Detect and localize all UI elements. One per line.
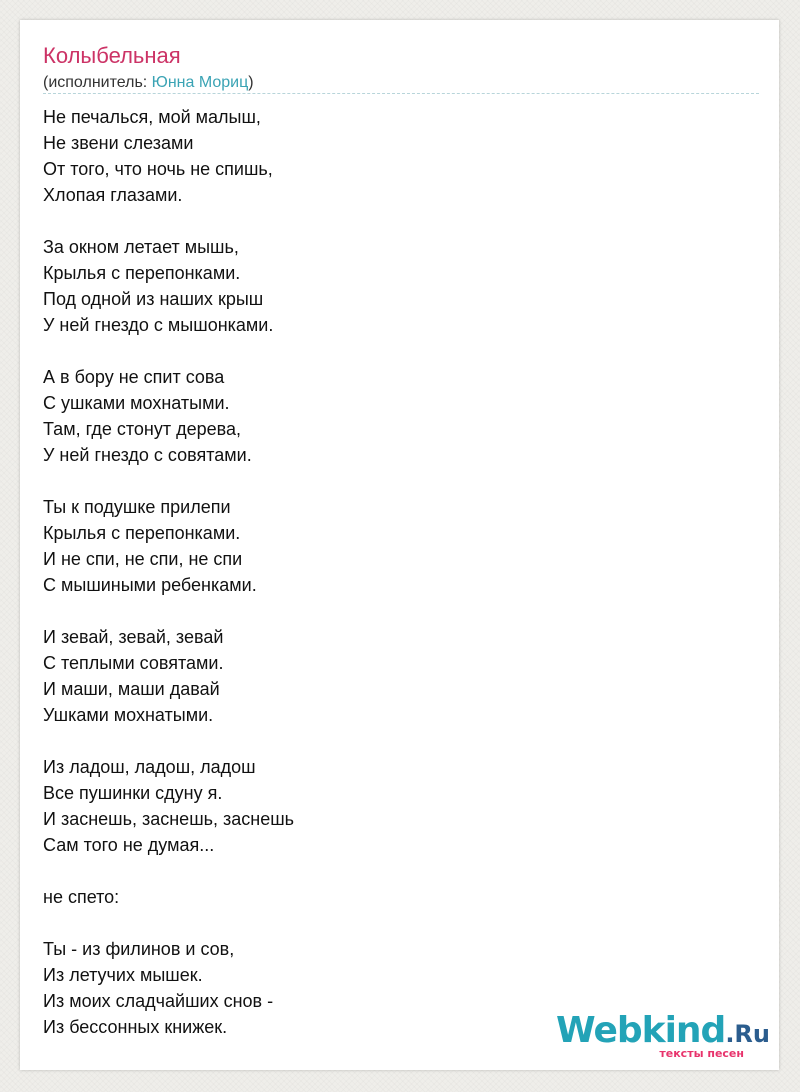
artist-link[interactable]: Юнна Мориц — [151, 74, 249, 91]
watermark-logo-tld: .Ru — [725, 1020, 770, 1048]
song-title: Колыбельная — [43, 43, 181, 68]
lyric-line: За окном летает мышь, — [43, 237, 239, 257]
lyric-line: С мышиными ребенками. — [43, 575, 257, 595]
lyric-line: Под одной из наших крыш — [43, 289, 264, 309]
lyrics-stanza — [43, 494, 743, 598]
lyrics-stanza — [43, 234, 743, 338]
lyric-line: А в бору не спит сова — [43, 367, 225, 387]
lyric-line: Все пушинки сдуну я. — [43, 783, 223, 803]
lyric-line: Не печалься, мой малыш, — [43, 107, 261, 127]
lyrics-stanza — [43, 364, 743, 468]
lyrics-body — [43, 104, 743, 1066]
lyric-line: Сам того не думая... — [43, 835, 215, 855]
lyric-line: С ушками мохнатыми. — [43, 393, 230, 413]
artist-line — [43, 73, 254, 93]
lyric-line: Не звени слезами — [43, 133, 194, 153]
lyric-line: Там, где стонут дерева, — [43, 419, 241, 439]
lyric-line: Ушками мохнатыми. — [43, 705, 214, 725]
lyric-line: И зевай, зевай, зевай — [43, 627, 224, 647]
lyric-line: Из летучих мышек. — [43, 965, 203, 985]
lyric-line: От того, что ночь не спишь, — [43, 159, 273, 179]
lyric-line: И заснешь, заснешь, заснешь — [43, 809, 295, 829]
lyric-line: С теплыми совятами. — [43, 653, 224, 673]
lyrics-stanza — [43, 104, 743, 208]
watermark-logo-main: Webkind — [556, 1010, 726, 1051]
title-divider — [43, 93, 759, 94]
lyric-line: Ты к подушке прилепи — [43, 497, 231, 517]
lyric-line: У ней гнездо с совятами. — [43, 445, 252, 465]
lyric-line: Хлопая глазами. — [43, 185, 183, 205]
lyric-line: Крылья с перепонками. — [43, 263, 241, 283]
lyric-line: И маши, маши давай — [43, 679, 220, 699]
lyric-line: Из моих сладчайших снов - — [43, 991, 274, 1011]
artist-suffix: ) — [248, 74, 254, 91]
lyrics-page — [20, 20, 779, 1070]
lyric-line: не спето: — [43, 887, 120, 907]
site-watermark — [556, 1010, 770, 1060]
lyric-line: Крылья с перепонками. — [43, 523, 241, 543]
lyrics-stanza — [43, 884, 743, 910]
lyric-line: И не спи, не спи, не спи — [43, 549, 243, 569]
lyric-line: Из бессонных книжек. — [43, 1017, 228, 1037]
lyrics-stanza — [43, 754, 743, 858]
lyric-line: Из ладош, ладош, ладош — [43, 757, 256, 777]
lyric-line: У ней гнездо с мышонками. — [43, 315, 274, 335]
artist-prefix: (исполнитель: — [43, 74, 152, 91]
watermark-tagline: тексты песен — [659, 1047, 744, 1060]
lyrics-stanza — [43, 624, 743, 728]
lyric-line: Ты - из филинов и сов, — [43, 939, 235, 959]
